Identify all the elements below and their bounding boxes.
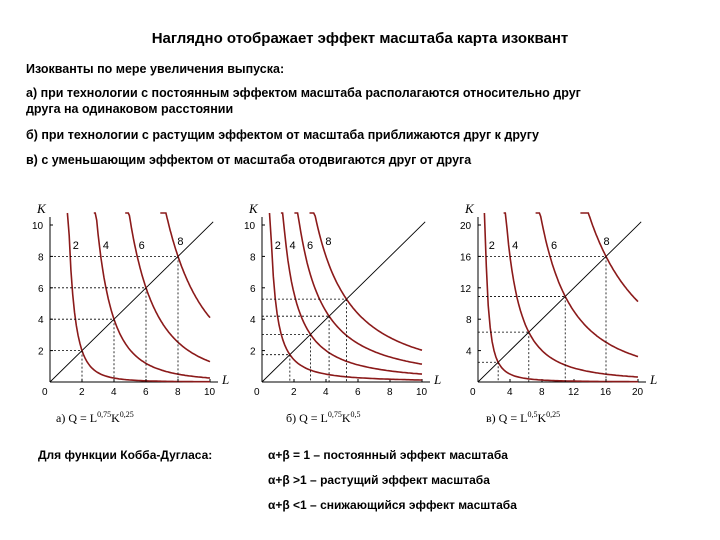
caption-a-beta: 0,25 (119, 410, 134, 419)
b-isoquant-label-4: 4 (289, 240, 296, 252)
c-y-tick-label: 16 (460, 252, 472, 264)
intro-text: Изокванты по мере увеличения выпуска: (26, 62, 285, 76)
a-y-tick-label: 10 (32, 221, 44, 232)
a-isoquant-label-8: 8 (177, 236, 184, 248)
item-a-line2: друга на одинаковом расстоянии (26, 102, 234, 116)
b-y-tick-label: 8 (250, 252, 256, 264)
c-y-tick-label: 20 (460, 221, 472, 232)
a-x-tick-label: 10 (204, 387, 216, 398)
b-x-tick-label: 2 (291, 387, 297, 398)
item-b: б) при технологии с растущим эффектом от масштаба приближаются друг к другу (26, 128, 539, 142)
b-x-tick-label: 6 (355, 387, 361, 398)
c-x-tick-label: 20 (632, 387, 644, 398)
a-isoquant-label-4: 4 (102, 240, 109, 252)
caption-c-prefix: в) Q = L (486, 411, 528, 425)
c-isoquant-label-2: 2 (488, 240, 495, 252)
b-y-axis-label: K (249, 201, 258, 216)
c-y-tick-label: 8 (466, 315, 472, 327)
b-y-tick-label: 4 (250, 315, 256, 327)
caption-b-beta: 0,5 (350, 410, 361, 419)
c-isoquant-4 (504, 213, 638, 377)
a-isoquant-6 (125, 213, 210, 362)
footer-case-1: α+β = 1 – постоянный эффект масштаба (268, 448, 508, 462)
b-x-axis-label: L (434, 372, 442, 387)
b-isoquant-8 (310, 213, 423, 350)
b-x-tick-label: 8 (387, 387, 393, 398)
b-x-tick-label: 0 (254, 387, 260, 398)
caption-c-beta: 0,25 (546, 410, 561, 419)
b-isoquant-label-6: 6 (306, 240, 314, 252)
c-expansion-ray (478, 222, 641, 382)
a-x-axis-label: L (222, 372, 230, 387)
footer-case-3: α+β <1 – снижающийся эффект масштаба (268, 498, 517, 512)
c-y-tick-label: 12 (460, 283, 472, 295)
caption-a (56, 410, 134, 426)
c-x-tick-label: 4 (507, 387, 513, 398)
footer-case-2: α+β >1 – растущий эффект масштаба (268, 473, 490, 487)
a-x-tick-label: 6 (143, 387, 149, 398)
a-y-axis-label: K (37, 201, 46, 216)
c-isoquant-label-6: 6 (550, 240, 558, 252)
c-x-axis-label: L (650, 372, 658, 387)
a-y-tick-label: 4 (38, 315, 44, 327)
a-x-tick-label: 2 (79, 387, 85, 398)
a-isoquant-2 (67, 213, 210, 382)
caption-a-alpha: 0,75 (97, 410, 112, 419)
caption-b-alpha: 0,75 (327, 410, 342, 419)
a-y-tick-label: 8 (38, 252, 44, 264)
item-c: в) с уменьшающим эффектом от масштаба отодвигаются друг от друга (26, 153, 472, 167)
b-y-tick-label: 6 (250, 283, 256, 295)
caption-c-mid: K (537, 411, 547, 425)
a-isoquant-label-2: 2 (72, 240, 79, 252)
caption-a-prefix: а) Q = L (56, 411, 98, 425)
item-a-line1: а) при технологии с постоянным эффектом масштаба располагаются относительно друг (26, 86, 581, 100)
c-x-tick-label: 12 (568, 387, 580, 398)
c-y-tick-label: 4 (466, 346, 472, 358)
b-isoquant-label-2: 2 (274, 240, 281, 252)
footer-lead: Для функции Кобба-Дугласа: (38, 448, 213, 462)
page-title: Наглядно отображает эффект масштаба карта изоквант (151, 30, 569, 47)
c-y-axis-label: K (465, 201, 474, 216)
b-x-tick-label: 4 (323, 387, 329, 398)
c-isoquant-label-4: 4 (512, 240, 519, 252)
a-y-tick-label: 2 (38, 346, 44, 358)
b-isoquant-label-8: 8 (325, 236, 332, 248)
a-isoquant-8 (160, 213, 210, 318)
caption-a-mid: K (111, 411, 120, 425)
a-y-tick-label: 6 (38, 283, 44, 295)
caption-c-alpha: 0,5 (527, 410, 538, 419)
c-x-tick-label: 16 (600, 387, 612, 398)
b-isoquant-6 (294, 213, 422, 364)
c-x-tick-label: 8 (539, 387, 545, 398)
c-isoquant-8 (580, 213, 638, 302)
b-x-tick-label: 10 (416, 387, 428, 398)
b-y-tick-label: 2 (250, 346, 256, 358)
b-y-tick-label: 10 (244, 221, 256, 232)
c-x-tick-label: 0 (470, 387, 476, 398)
caption-c (486, 410, 560, 426)
a-x-tick-label: 0 (42, 387, 48, 398)
isoquant-charts (0, 190, 720, 430)
caption-b-mid: K (341, 411, 351, 425)
caption-b-prefix: б) Q = L (286, 411, 328, 425)
caption-b (286, 410, 361, 426)
c-isoquant-label-8: 8 (603, 236, 610, 248)
a-x-tick-label: 8 (175, 387, 181, 398)
b-isoquant-2 (270, 213, 423, 380)
a-isoquant-label-6: 6 (138, 240, 145, 252)
a-x-tick-label: 4 (111, 387, 117, 398)
